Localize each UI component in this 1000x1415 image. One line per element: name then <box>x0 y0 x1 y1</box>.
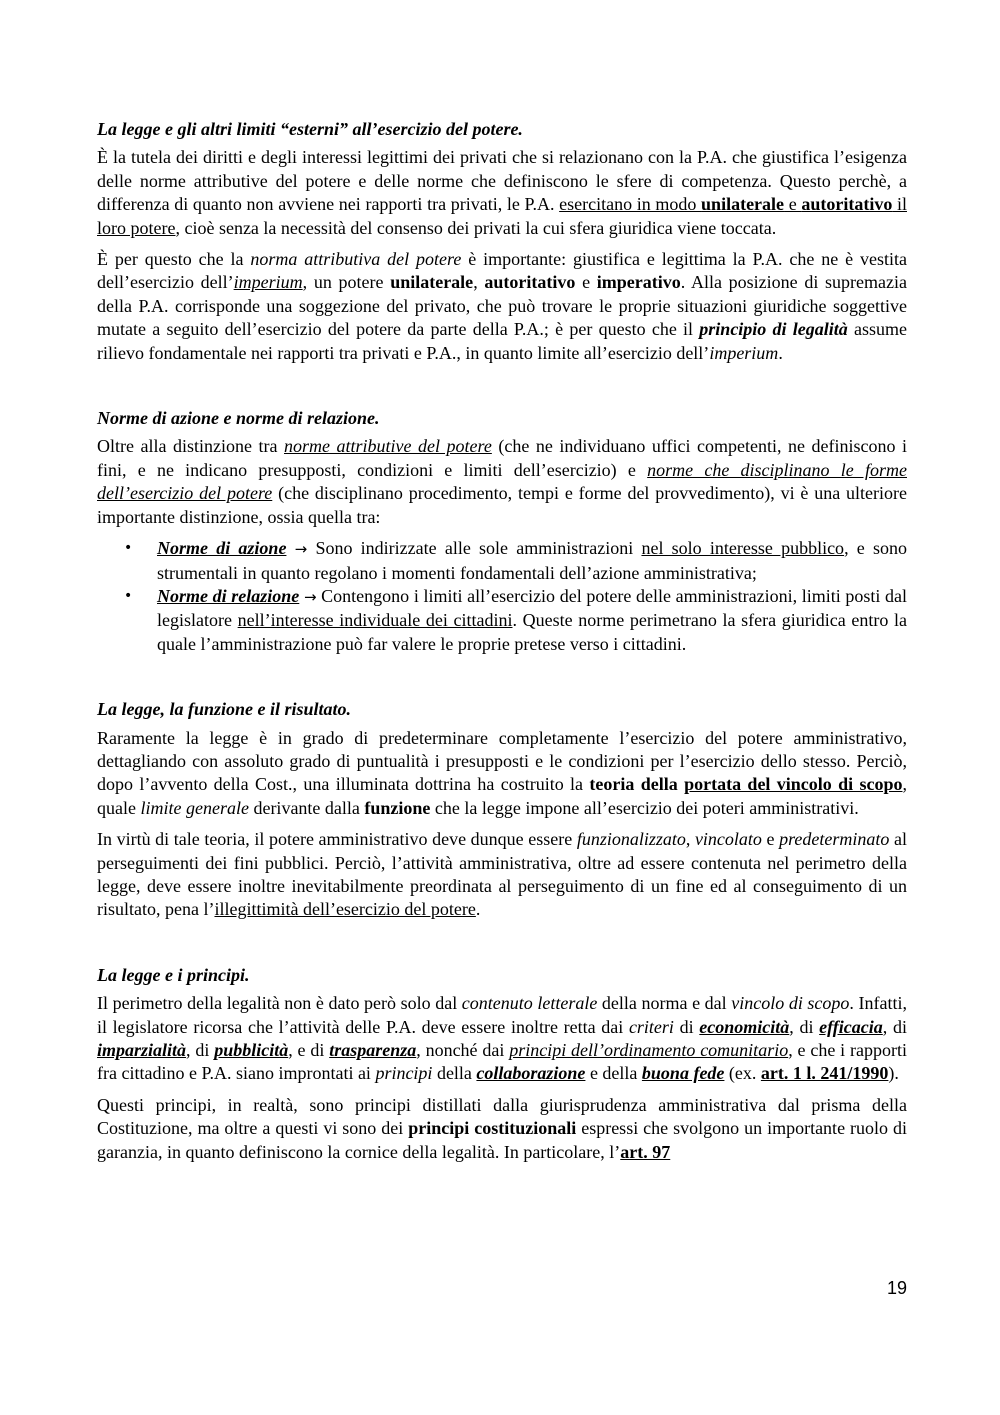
page-number: 19 <box>886 1278 907 1298</box>
arrow-right-icon: → <box>294 540 308 559</box>
paragraph: Raramente la legge è in grado di predeterminare completamente l’esercizio del potere amministrativo, dettagliando con assoluto grado di puntualità i presupposti e le condizioni per l’esercizio dello stesso. Perciò, dopo l’avvento della Cost., una illuminata dottrina ha costruito la teoria della portata del vincolo di scopo, quale limite generale derivante dalla funzione che la legge impone all’esercizio dei poteri amministrativi. <box>97 727 907 818</box>
section-heading-limiti-esterni: La legge e gli altri limiti “esterni” all’esercizio del potere. <box>97 119 523 139</box>
paragraph: È per questo che la norma attributiva del potere è importante: giustifica e legittima la P.A. che ne è vestita dell’esercizio dell’imperium, un potere unilaterale, autoritativo e imperativo. Alla posizione di supremazia della P.A. corrisponde una soggezione del privato, che può trovare le proprie situazioni giuridiche soggettive mutate a seguito dell’esercizio del potere da parte della P.A.; è per questo che il principio di legalità assume rilievo fondamentale nei rapporti tra privati e P.A., in quanto limite all’esercizio dell’imperium. <box>97 249 908 363</box>
bullet-list <box>97 537 907 656</box>
section-heading-legge-principi: La legge e i principi. <box>97 964 250 985</box>
paragraph: È la tutela dei diritti e degli interessi legittimi dei privati che si relazionano con la P.A. che giustifica l’esigenza delle norme attributive del potere e delle norme che definiscono le sfere di competenza. Questo perchè, a differenza di quanto non avviene nei rapporti tra privati, le P.A. esercitano in modo unilaterale e autoritativo il loro potere, cioè senza la necessità del consenso dei privati la cui sfera giuridica viene toccata. <box>97 147 907 238</box>
document-page <box>97 118 907 1172</box>
list-item: • Norme di azione → Sono indirizzate alle sole amministrazioni nel solo interesse pubblico, e sono strumentali in quanto regolano i momenti fondamentali dell’azione amministrativa; <box>157 537 907 585</box>
paragraph: Il perimetro della legalità non è dato però solo dal contenuto letterale della norma e dal vincolo di scopo. Infatti, il legislatore ricorsa che l’attività delle P.A. deve essere inoltre retta dai criteri di economicità, di efficacia, di imparzialità, di pubblicità, e di trasparenza, nonché dai principi dell’ordinamento comunitario, e che i rapporti fra cittadino e P.A. siano improntati ai principi della collaborazione e della buona fede (ex. art. 1 l. 241/1990). <box>97 993 907 1084</box>
paragraph: Questi principi, in realtà, sono principi distillati dalla giurisprudenza amministrativa dal prisma della Costituzione, ma oltre a questi vi sono dei principi costituzionali espressi che svolgono un importante ruolo di garanzia, in quanto definiscono la cornice della legalità. In particolare, l’art. 97 <box>97 1094 907 1162</box>
list-item: • Norme di relazione → Contengono i limiti all’esercizio del potere delle amministrazioni, limiti posti dal legislatore nell’interesse individuale dei cittadini. Queste norme perimetrano la sfera giuridica entro la quale l’amministrazione può far valere le proprie pretese verso i cittadini. <box>157 585 907 656</box>
section-heading-norme-azione-relazione: Norme di azione e norme di relazione. <box>97 408 380 429</box>
arrow-right-icon: → <box>303 587 317 606</box>
section-heading-legge-funzione-risultato: La legge, la funzione e il risultato. <box>97 699 352 720</box>
paragraph: Oltre alla distinzione tra norme attributive del potere (che ne individuano uffici competenti, ne definiscono i fini, e ne indicano presupposti, condizioni e limiti dell’esercizio) e norme che disciplinano le forme dell’esercizio del potere (che disciplinano procedimento, tempi e forme del provvedimento), vi è una ulteriore importante distinzione, ossia quella tra: <box>97 436 908 527</box>
paragraph: In virtù di tale teoria, il potere amministrativo deve dunque essere funzionalizzato, vincolato e predeterminato al perseguimenti dei fini pubblici. Perciò, l’attività amministrativa, oltre ad essere contenuta nel perimetro della legge, deve essere inoltre inevitabilmente preordinata al perseguimento di un fine ed al conseguimento di un risultato, pena l’illegittimità dell’esercizio del potere. <box>97 829 907 920</box>
